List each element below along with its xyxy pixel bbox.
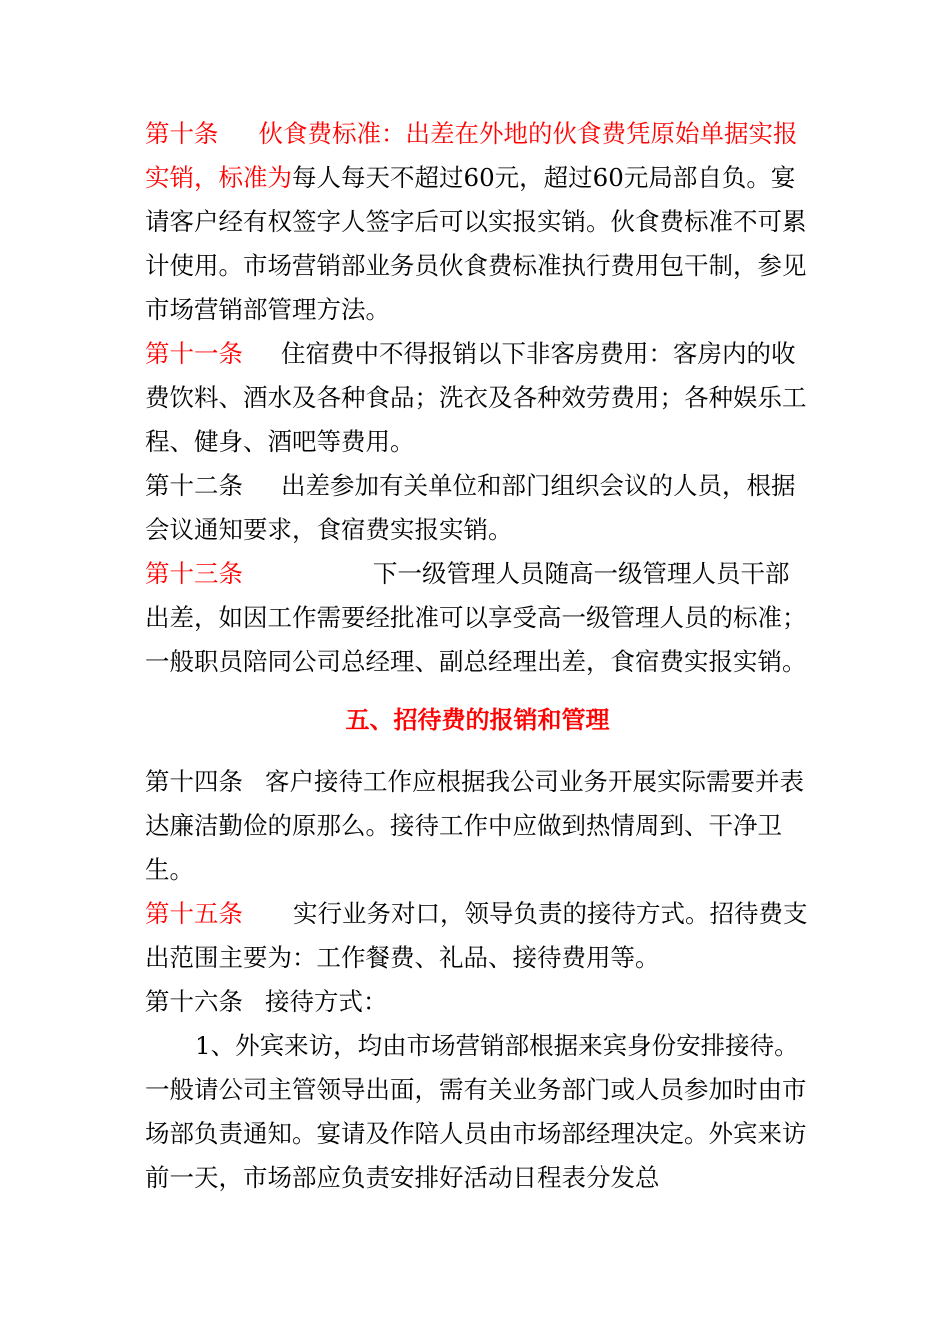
- section-heading: 五、招待费的报销和管理: [345, 706, 610, 734]
- article-16-item-1: 1、外宾来访，均由市场营销部根据来宾身份安排接待。一般请公司主管领导出面，需有关业务部门或人员参加时由市场部负责通知。宴请及作陪人员由市场部经理决定。外宾来访前一天，市场部应负责安排好活动日程表分发总: [145, 1031, 807, 1192]
- article-13: [145, 552, 810, 684]
- article-13-text: 下一级管理人员随高一级管理人员干部出差，如因工作需要经批准可以享受高一级管理人员的标准；一般职员陪同公司总经理、副总经理出差，食宿费实报实销。: [145, 559, 807, 676]
- article-10-label: 第十条: [145, 119, 219, 148]
- article-14-text: 客户接待工作应根据我公司业务开展实际需要并表达廉洁勤俭的原那么。接待工作中应做到热情周到、干净卫生。: [145, 767, 804, 884]
- article-16-label: 第十六条: [145, 987, 243, 1016]
- article-12: [145, 464, 810, 552]
- article-15-text: 实行业务对口，领导负责的接待方式。招待费支出范围主要为：工作餐费、礼品、接待费用等。: [145, 899, 808, 972]
- article-10-red-text: 伙食费标准：出差在外地的伙食费凭原始单据实报实销，标准为: [145, 119, 798, 192]
- article-10: [145, 112, 810, 332]
- article-12-text: 出差参加有关单位和部门组织会议的人员，根据会议通知要求，食宿费实报实销。: [145, 471, 796, 544]
- article-10-text: 每人每天不超过60元，超过60元局部自负。宴请客户经有权签字人签字后可以实报实销。伙食费标准不可累计使用。市场营销部业务员伙食费标准执行费用包干制，参见市场营销部管理方法。: [145, 163, 807, 324]
- article-11-label: 第十一条: [145, 339, 243, 368]
- article-15: [145, 892, 810, 980]
- document-body: [145, 112, 810, 1200]
- article-13-label: 第十三条: [145, 559, 243, 588]
- article-11: [145, 332, 810, 464]
- article-16-text: 接待方式：: [265, 987, 388, 1016]
- article-15-label: 第十五条: [145, 899, 243, 928]
- article-14: [145, 760, 810, 892]
- article-12-label: 第十二条: [145, 471, 243, 500]
- article-16: [145, 980, 810, 1024]
- article-14-label: 第十四条: [145, 767, 243, 796]
- article-11-text: 住宿费中不得报销以下非客房费用：客房内的收费饮料、酒水及各种食品；洗衣及各种效劳费用；各种娱乐工程、健身、酒吧等费用。: [145, 339, 807, 456]
